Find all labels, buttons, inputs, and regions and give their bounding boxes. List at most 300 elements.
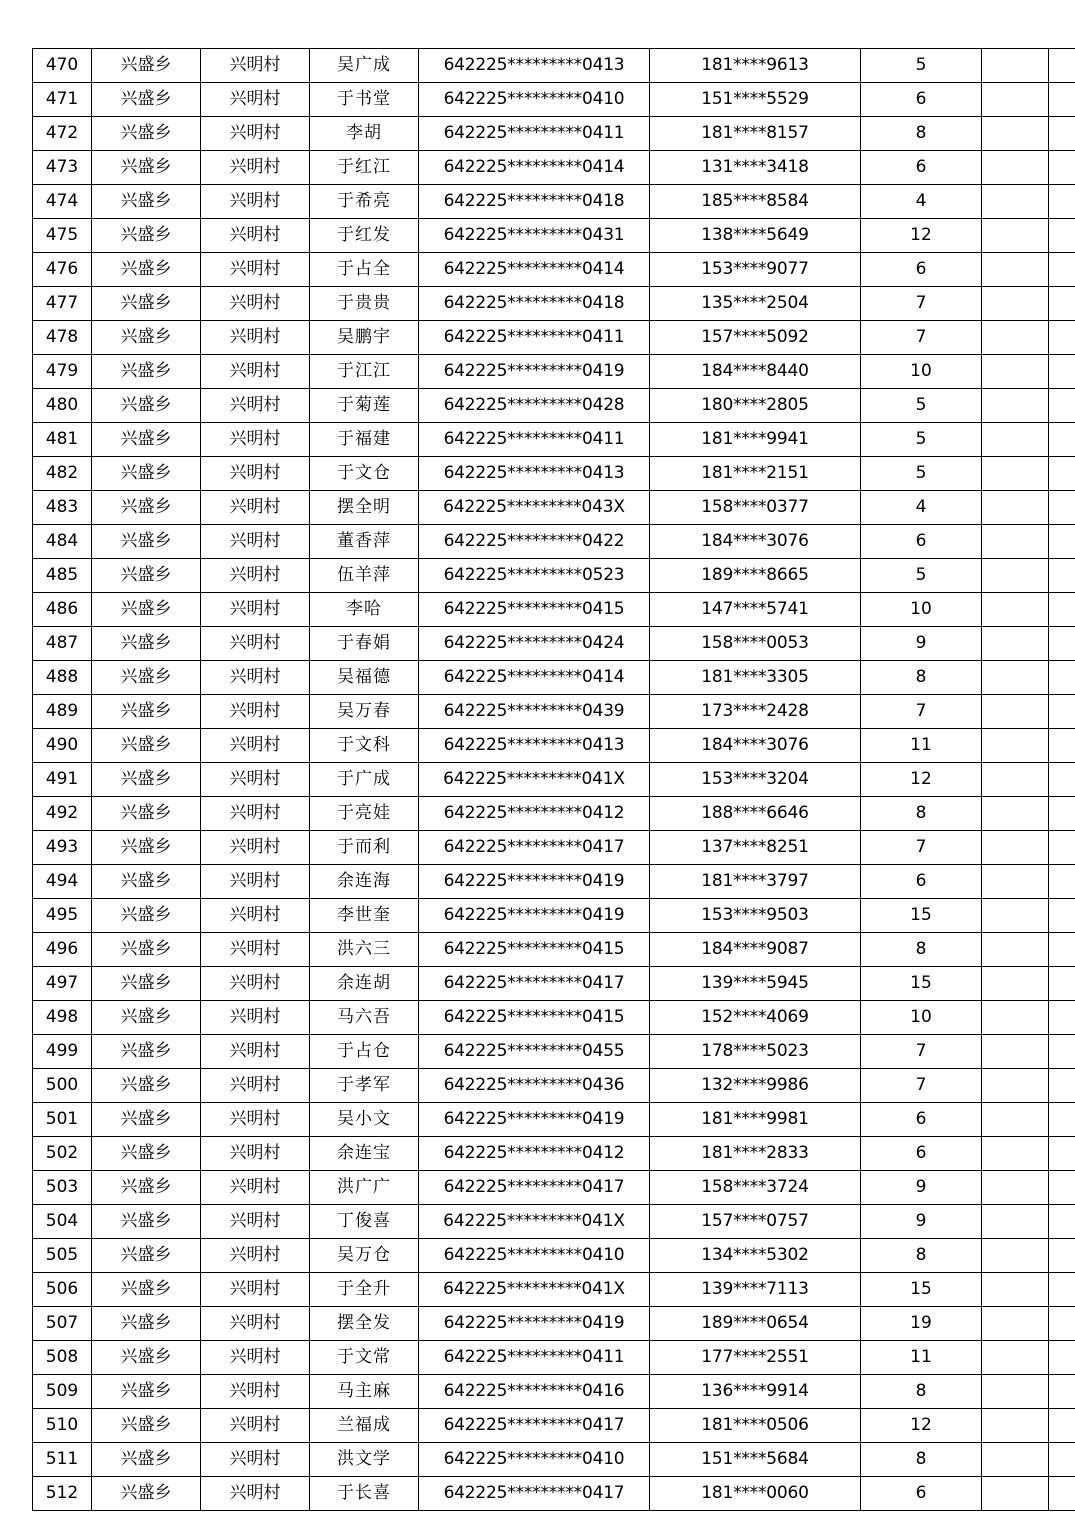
cell-village: 兴明村	[201, 763, 310, 797]
table-row	[33, 253, 1075, 287]
cell-id-number: 642225*********041X	[419, 763, 650, 797]
table-row	[33, 525, 1075, 559]
cell-village: 兴明村	[201, 49, 310, 83]
cell-quantity: 8	[861, 1375, 982, 1409]
cell-blank-2	[1049, 1477, 1075, 1511]
cell-phone: 181****2833	[650, 1137, 861, 1171]
cell-blank-2	[1049, 491, 1075, 525]
cell-phone: 137****8251	[650, 831, 861, 865]
cell-blank-1	[982, 797, 1049, 831]
cell-name: 丁俊喜	[310, 1205, 419, 1239]
cell-village: 兴明村	[201, 219, 310, 253]
cell-blank-1	[982, 1001, 1049, 1035]
cell-blank-1	[982, 185, 1049, 219]
cell-village: 兴明村	[201, 1205, 310, 1239]
cell-village: 兴明村	[201, 1375, 310, 1409]
cell-id-number: 642225*********0413	[419, 49, 650, 83]
cell-phone: 158****0053	[650, 627, 861, 661]
table-row	[33, 457, 1075, 491]
table-row	[33, 491, 1075, 525]
cell-id-number: 642225*********0417	[419, 1477, 650, 1511]
cell-name: 于希亮	[310, 185, 419, 219]
cell-blank-2	[1049, 661, 1075, 695]
cell-quantity: 12	[861, 1409, 982, 1443]
cell-quantity: 9	[861, 1205, 982, 1239]
cell-name: 于全升	[310, 1273, 419, 1307]
cell-town: 兴盛乡	[92, 899, 201, 933]
table-row	[33, 1239, 1075, 1273]
cell-id-number: 642225*********0415	[419, 933, 650, 967]
cell-village: 兴明村	[201, 491, 310, 525]
cell-phone: 178****5023	[650, 1035, 861, 1069]
cell-index: 510	[33, 1409, 92, 1443]
cell-phone: 184****9087	[650, 933, 861, 967]
cell-blank-1	[982, 83, 1049, 117]
table-row	[33, 287, 1075, 321]
cell-village: 兴明村	[201, 967, 310, 1001]
cell-village: 兴明村	[201, 1273, 310, 1307]
cell-name: 于贵贵	[310, 287, 419, 321]
cell-town: 兴盛乡	[92, 1171, 201, 1205]
cell-village: 兴明村	[201, 865, 310, 899]
cell-name: 李世奎	[310, 899, 419, 933]
cell-phone: 153****3204	[650, 763, 861, 797]
cell-quantity: 4	[861, 185, 982, 219]
table-row	[33, 1341, 1075, 1375]
table-row	[33, 1307, 1075, 1341]
cell-id-number: 642225*********041X	[419, 1273, 650, 1307]
cell-town: 兴盛乡	[92, 1137, 201, 1171]
cell-index: 495	[33, 899, 92, 933]
cell-index: 490	[33, 729, 92, 763]
cell-blank-1	[982, 1307, 1049, 1341]
cell-blank-2	[1049, 1171, 1075, 1205]
cell-index: 503	[33, 1171, 92, 1205]
cell-phone: 181****0060	[650, 1477, 861, 1511]
cell-village: 兴明村	[201, 1035, 310, 1069]
cell-phone: 181****0506	[650, 1409, 861, 1443]
cell-id-number: 642225*********0422	[419, 525, 650, 559]
cell-phone: 152****4069	[650, 1001, 861, 1035]
cell-index: 504	[33, 1205, 92, 1239]
table-row	[33, 321, 1075, 355]
cell-village: 兴明村	[201, 1001, 310, 1035]
cell-phone: 181****8157	[650, 117, 861, 151]
cell-phone: 177****2551	[650, 1341, 861, 1375]
cell-blank-1	[982, 389, 1049, 423]
cell-index: 476	[33, 253, 92, 287]
cell-blank-2	[1049, 831, 1075, 865]
table-row	[33, 355, 1075, 389]
cell-quantity: 7	[861, 1069, 982, 1103]
cell-blank-2	[1049, 49, 1075, 83]
cell-quantity: 6	[861, 1477, 982, 1511]
cell-phone: 151****5529	[650, 83, 861, 117]
table-row	[33, 1443, 1075, 1477]
cell-id-number: 642225*********0417	[419, 1171, 650, 1205]
cell-blank-1	[982, 355, 1049, 389]
cell-blank-1	[982, 627, 1049, 661]
cell-quantity: 5	[861, 457, 982, 491]
cell-town: 兴盛乡	[92, 49, 201, 83]
cell-town: 兴盛乡	[92, 287, 201, 321]
cell-quantity: 15	[861, 967, 982, 1001]
cell-phone: 184****8440	[650, 355, 861, 389]
cell-phone: 158****3724	[650, 1171, 861, 1205]
cell-village: 兴明村	[201, 525, 310, 559]
cell-town: 兴盛乡	[92, 797, 201, 831]
cell-town: 兴盛乡	[92, 1205, 201, 1239]
cell-village: 兴明村	[201, 1477, 310, 1511]
cell-quantity: 6	[861, 1103, 982, 1137]
cell-village: 兴明村	[201, 593, 310, 627]
cell-town: 兴盛乡	[92, 831, 201, 865]
cell-town: 兴盛乡	[92, 83, 201, 117]
cell-town: 兴盛乡	[92, 661, 201, 695]
table-row	[33, 1001, 1075, 1035]
cell-phone: 181****3305	[650, 661, 861, 695]
cell-village: 兴明村	[201, 1341, 310, 1375]
cell-quantity: 5	[861, 559, 982, 593]
cell-blank-2	[1049, 1205, 1075, 1239]
cell-index: 487	[33, 627, 92, 661]
cell-blank-1	[982, 865, 1049, 899]
table-row	[33, 389, 1075, 423]
cell-town: 兴盛乡	[92, 1035, 201, 1069]
cell-index: 512	[33, 1477, 92, 1511]
cell-id-number: 642225*********0414	[419, 661, 650, 695]
cell-index: 474	[33, 185, 92, 219]
cell-name: 洪广广	[310, 1171, 419, 1205]
cell-blank-1	[982, 593, 1049, 627]
table-row	[33, 627, 1075, 661]
cell-phone: 181****9613	[650, 49, 861, 83]
cell-blank-2	[1049, 695, 1075, 729]
cell-phone: 181****9981	[650, 1103, 861, 1137]
cell-blank-1	[982, 1341, 1049, 1375]
cell-quantity: 8	[861, 933, 982, 967]
cell-village: 兴明村	[201, 389, 310, 423]
cell-village: 兴明村	[201, 1409, 310, 1443]
cell-blank-1	[982, 1477, 1049, 1511]
cell-id-number: 642225*********043X	[419, 491, 650, 525]
cell-village: 兴明村	[201, 729, 310, 763]
cell-index: 480	[33, 389, 92, 423]
table-row	[33, 1171, 1075, 1205]
cell-town: 兴盛乡	[92, 491, 201, 525]
cell-blank-1	[982, 423, 1049, 457]
cell-id-number: 642225*********0417	[419, 967, 650, 1001]
cell-index: 502	[33, 1137, 92, 1171]
cell-town: 兴盛乡	[92, 1239, 201, 1273]
cell-phone: 139****7113	[650, 1273, 861, 1307]
cell-blank-2	[1049, 287, 1075, 321]
cell-blank-2	[1049, 933, 1075, 967]
table-row	[33, 1069, 1075, 1103]
cell-village: 兴明村	[201, 1443, 310, 1477]
cell-phone: 185****8584	[650, 185, 861, 219]
cell-name: 摆全明	[310, 491, 419, 525]
cell-blank-2	[1049, 525, 1075, 559]
cell-town: 兴盛乡	[92, 763, 201, 797]
cell-index: 501	[33, 1103, 92, 1137]
cell-village: 兴明村	[201, 423, 310, 457]
cell-quantity: 12	[861, 219, 982, 253]
cell-id-number: 642225*********0439	[419, 695, 650, 729]
cell-index: 491	[33, 763, 92, 797]
cell-blank-1	[982, 763, 1049, 797]
cell-id-number: 642225*********0431	[419, 219, 650, 253]
cell-quantity: 8	[861, 117, 982, 151]
cell-phone: 147****5741	[650, 593, 861, 627]
cell-id-number: 642225*********0414	[419, 151, 650, 185]
cell-id-number: 642225*********0455	[419, 1035, 650, 1069]
table-row	[33, 559, 1075, 593]
cell-town: 兴盛乡	[92, 559, 201, 593]
cell-name: 吴万仓	[310, 1239, 419, 1273]
cell-index: 507	[33, 1307, 92, 1341]
cell-blank-1	[982, 219, 1049, 253]
cell-index: 481	[33, 423, 92, 457]
cell-phone: 153****9077	[650, 253, 861, 287]
cell-phone: 157****5092	[650, 321, 861, 355]
cell-blank-2	[1049, 797, 1075, 831]
cell-blank-1	[982, 457, 1049, 491]
cell-village: 兴明村	[201, 83, 310, 117]
cell-blank-1	[982, 525, 1049, 559]
cell-index: 505	[33, 1239, 92, 1273]
roster-table	[32, 48, 1075, 1511]
cell-village: 兴明村	[201, 117, 310, 151]
cell-blank-2	[1049, 389, 1075, 423]
cell-name: 摆全发	[310, 1307, 419, 1341]
cell-index: 484	[33, 525, 92, 559]
cell-index: 498	[33, 1001, 92, 1035]
cell-phone: 135****2504	[650, 287, 861, 321]
cell-blank-2	[1049, 1443, 1075, 1477]
cell-blank-2	[1049, 83, 1075, 117]
cell-blank-1	[982, 49, 1049, 83]
cell-quantity: 15	[861, 899, 982, 933]
cell-name: 于菊莲	[310, 389, 419, 423]
cell-id-number: 642225*********0411	[419, 321, 650, 355]
cell-id-number: 642225*********0412	[419, 797, 650, 831]
cell-name: 于福建	[310, 423, 419, 457]
cell-quantity: 6	[861, 865, 982, 899]
cell-id-number: 642225*********0428	[419, 389, 650, 423]
cell-town: 兴盛乡	[92, 321, 201, 355]
cell-id-number: 642225*********0411	[419, 423, 650, 457]
cell-phone: 189****0654	[650, 1307, 861, 1341]
cell-village: 兴明村	[201, 695, 310, 729]
roster-table-body	[33, 49, 1075, 1511]
cell-id-number: 642225*********0417	[419, 831, 650, 865]
cell-blank-2	[1049, 1137, 1075, 1171]
cell-town: 兴盛乡	[92, 355, 201, 389]
cell-blank-1	[982, 1171, 1049, 1205]
cell-quantity: 10	[861, 1001, 982, 1035]
cell-quantity: 11	[861, 1341, 982, 1375]
cell-id-number: 642225*********0410	[419, 1443, 650, 1477]
cell-index: 472	[33, 117, 92, 151]
cell-blank-2	[1049, 1409, 1075, 1443]
cell-phone: 131****3418	[650, 151, 861, 185]
table-row	[33, 831, 1075, 865]
cell-id-number: 642225*********0412	[419, 1137, 650, 1171]
cell-name: 兰福成	[310, 1409, 419, 1443]
cell-phone: 184****3076	[650, 525, 861, 559]
cell-village: 兴明村	[201, 321, 310, 355]
cell-blank-2	[1049, 1375, 1075, 1409]
cell-quantity: 10	[861, 593, 982, 627]
table-row	[33, 695, 1075, 729]
cell-blank-2	[1049, 1001, 1075, 1035]
cell-town: 兴盛乡	[92, 1001, 201, 1035]
cell-name: 洪六三	[310, 933, 419, 967]
cell-phone: 151****5684	[650, 1443, 861, 1477]
table-row	[33, 49, 1075, 83]
cell-id-number: 642225*********0411	[419, 117, 650, 151]
cell-id-number: 642225*********0436	[419, 1069, 650, 1103]
cell-name: 余连胡	[310, 967, 419, 1001]
table-row	[33, 933, 1075, 967]
cell-index: 478	[33, 321, 92, 355]
cell-id-number: 642225*********0419	[419, 355, 650, 389]
cell-town: 兴盛乡	[92, 389, 201, 423]
cell-name: 于文科	[310, 729, 419, 763]
cell-name: 吴鹏宇	[310, 321, 419, 355]
cell-name: 李胡	[310, 117, 419, 151]
cell-quantity: 19	[861, 1307, 982, 1341]
cell-quantity: 7	[861, 321, 982, 355]
cell-name: 吴小文	[310, 1103, 419, 1137]
cell-blank-2	[1049, 627, 1075, 661]
cell-town: 兴盛乡	[92, 1103, 201, 1137]
cell-blank-2	[1049, 865, 1075, 899]
cell-id-number: 642225*********0523	[419, 559, 650, 593]
cell-id-number: 642225*********0414	[419, 253, 650, 287]
cell-blank-1	[982, 1443, 1049, 1477]
cell-phone: 153****9503	[650, 899, 861, 933]
cell-phone: 189****8665	[650, 559, 861, 593]
cell-name: 于而利	[310, 831, 419, 865]
cell-village: 兴明村	[201, 899, 310, 933]
cell-village: 兴明村	[201, 1137, 310, 1171]
cell-name: 于长喜	[310, 1477, 419, 1511]
cell-index: 488	[33, 661, 92, 695]
cell-index: 493	[33, 831, 92, 865]
cell-village: 兴明村	[201, 1307, 310, 1341]
cell-blank-2	[1049, 729, 1075, 763]
cell-quantity: 12	[861, 763, 982, 797]
table-row	[33, 83, 1075, 117]
cell-blank-1	[982, 1273, 1049, 1307]
cell-town: 兴盛乡	[92, 1069, 201, 1103]
cell-blank-1	[982, 967, 1049, 1001]
cell-blank-2	[1049, 1069, 1075, 1103]
cell-village: 兴明村	[201, 151, 310, 185]
table-row	[33, 1477, 1075, 1511]
cell-blank-2	[1049, 457, 1075, 491]
cell-blank-2	[1049, 899, 1075, 933]
cell-id-number: 642225*********0415	[419, 1001, 650, 1035]
cell-quantity: 7	[861, 695, 982, 729]
cell-index: 492	[33, 797, 92, 831]
cell-blank-2	[1049, 1103, 1075, 1137]
cell-quantity: 5	[861, 423, 982, 457]
cell-village: 兴明村	[201, 185, 310, 219]
table-row	[33, 967, 1075, 1001]
cell-blank-1	[982, 1375, 1049, 1409]
cell-village: 兴明村	[201, 287, 310, 321]
cell-name: 于红发	[310, 219, 419, 253]
table-row	[33, 185, 1075, 219]
cell-index: 473	[33, 151, 92, 185]
cell-index: 470	[33, 49, 92, 83]
cell-id-number: 642225*********0415	[419, 593, 650, 627]
cell-index: 506	[33, 1273, 92, 1307]
cell-blank-2	[1049, 1239, 1075, 1273]
cell-village: 兴明村	[201, 797, 310, 831]
cell-blank-2	[1049, 253, 1075, 287]
cell-blank-1	[982, 661, 1049, 695]
cell-quantity: 8	[861, 661, 982, 695]
cell-village: 兴明村	[201, 355, 310, 389]
cell-name: 吴福德	[310, 661, 419, 695]
table-row	[33, 117, 1075, 151]
cell-town: 兴盛乡	[92, 219, 201, 253]
cell-index: 489	[33, 695, 92, 729]
cell-id-number: 642225*********0416	[419, 1375, 650, 1409]
cell-name: 余连海	[310, 865, 419, 899]
cell-index: 475	[33, 219, 92, 253]
cell-blank-2	[1049, 593, 1075, 627]
cell-blank-1	[982, 491, 1049, 525]
cell-index: 477	[33, 287, 92, 321]
cell-quantity: 8	[861, 1239, 982, 1273]
cell-blank-1	[982, 729, 1049, 763]
cell-blank-1	[982, 695, 1049, 729]
cell-town: 兴盛乡	[92, 457, 201, 491]
cell-index: 499	[33, 1035, 92, 1069]
cell-town: 兴盛乡	[92, 253, 201, 287]
cell-id-number: 642225*********0410	[419, 83, 650, 117]
cell-town: 兴盛乡	[92, 1477, 201, 1511]
cell-name: 吴广成	[310, 49, 419, 83]
cell-index: 496	[33, 933, 92, 967]
cell-quantity: 6	[861, 1137, 982, 1171]
cell-village: 兴明村	[201, 253, 310, 287]
cell-quantity: 4	[861, 491, 982, 525]
cell-blank-1	[982, 831, 1049, 865]
cell-name: 马六吾	[310, 1001, 419, 1035]
table-row	[33, 1409, 1075, 1443]
cell-quantity: 5	[861, 49, 982, 83]
cell-quantity: 7	[861, 1035, 982, 1069]
cell-town: 兴盛乡	[92, 865, 201, 899]
cell-blank-1	[982, 1069, 1049, 1103]
cell-village: 兴明村	[201, 1069, 310, 1103]
cell-quantity: 6	[861, 525, 982, 559]
cell-town: 兴盛乡	[92, 1307, 201, 1341]
cell-village: 兴明村	[201, 933, 310, 967]
cell-name: 于占全	[310, 253, 419, 287]
cell-village: 兴明村	[201, 661, 310, 695]
cell-phone: 173****2428	[650, 695, 861, 729]
cell-quantity: 8	[861, 1443, 982, 1477]
table-row	[33, 763, 1075, 797]
cell-quantity: 8	[861, 797, 982, 831]
